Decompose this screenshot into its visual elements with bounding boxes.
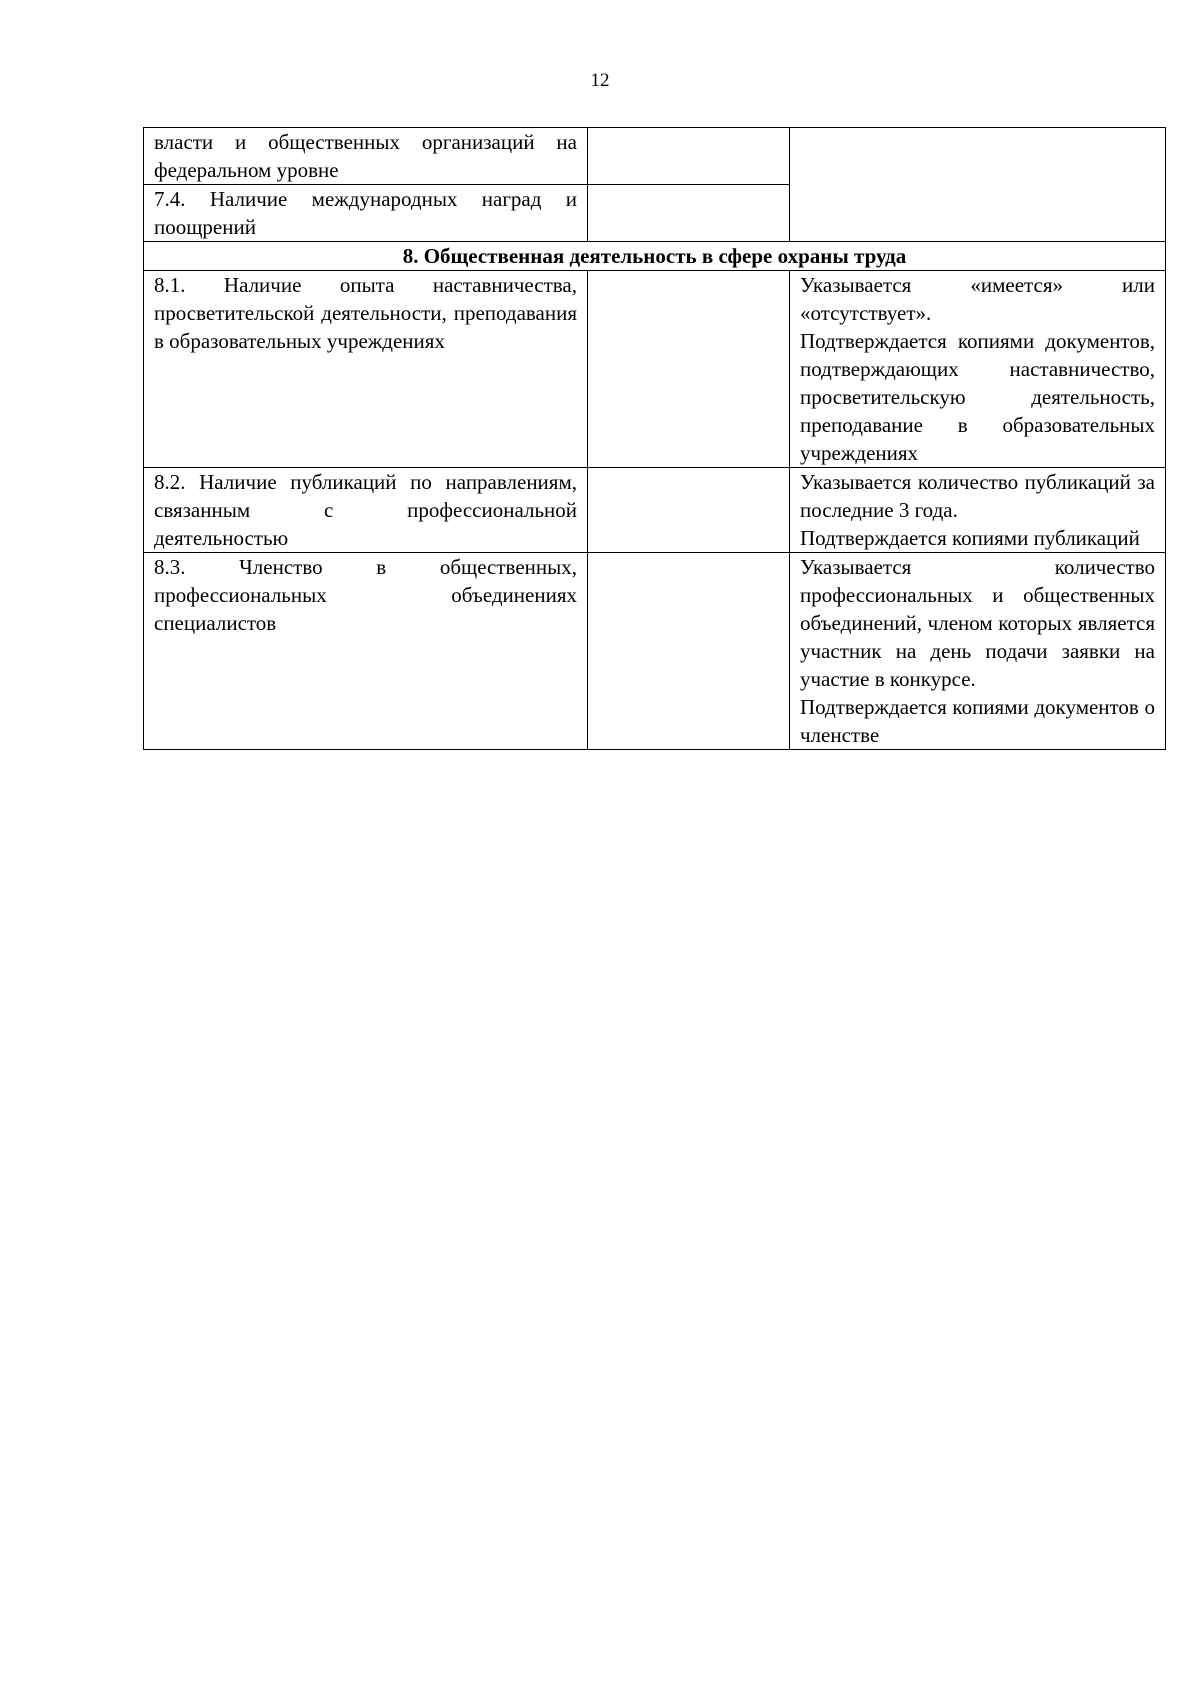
- note-text: Указывается «имеется» или «отсутствует».: [800, 273, 1155, 325]
- criterion-cell: 8.2. Наличие публикаций по направлениям, связанным с профессиональной деятельностью: [144, 468, 588, 553]
- table-row: [144, 468, 1166, 553]
- value-cell: [588, 185, 790, 242]
- table-row: [144, 128, 1166, 185]
- criterion-cell: 7.4. Наличие международных наград и поощрений: [144, 185, 588, 242]
- criterion-cell: 8.3. Членство в общественных, профессиональных объединениях специалистов: [144, 553, 588, 750]
- criteria-table: [143, 127, 1166, 750]
- table-row: [144, 271, 1166, 468]
- page-number: 12: [590, 70, 610, 91]
- table-row: [144, 553, 1166, 750]
- note-cell-empty: [790, 128, 1166, 242]
- note-cell: [790, 271, 1166, 468]
- value-cell: [588, 553, 790, 750]
- note-text: Подтверждается копиями публикаций: [800, 526, 1140, 550]
- note-text: Указывается количество профессиональных и общественных объединений, членом которых является участник на день подачи заявки на участие в конкурсе.: [800, 555, 1155, 691]
- note-cell: [790, 468, 1166, 553]
- value-cell: [588, 468, 790, 553]
- section-heading-row: [144, 242, 1166, 271]
- note-cell: [790, 553, 1166, 750]
- value-cell: [588, 271, 790, 468]
- criterion-cell: 8.1. Наличие опыта наставничества, просветительской деятельности, преподавания в образовательных учреждениях: [144, 271, 588, 468]
- note-text: Подтверждается копиями документов, подтверждающих наставничество, просветительскую деятельность, преподавание в образовательных учреждениях: [800, 329, 1155, 465]
- section-heading: 8. Общественная деятельность в сфере охраны труда: [144, 242, 1166, 271]
- criterion-cell: власти и общественных организаций на федеральном уровне: [144, 128, 588, 185]
- note-text: Подтверждается копиями документов о членстве: [800, 695, 1155, 747]
- note-text: Указывается количество публикаций за последние 3 года.: [800, 470, 1155, 522]
- value-cell: [588, 128, 790, 185]
